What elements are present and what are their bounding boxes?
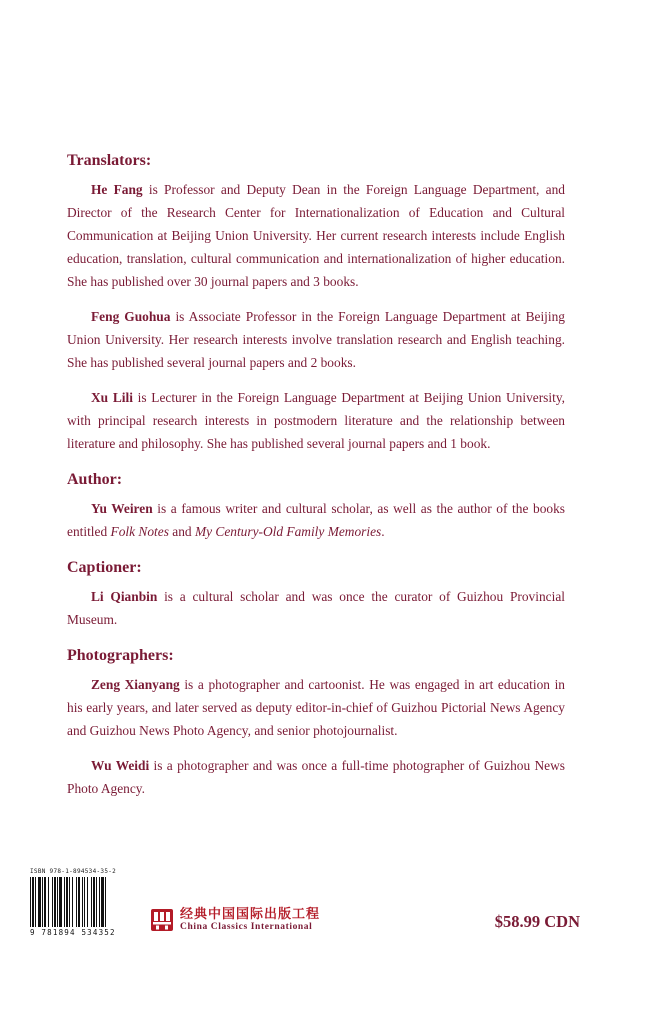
author-text: and: [168, 524, 195, 539]
captioner-section: [67, 557, 565, 631]
translators-section: [67, 150, 565, 455]
publisher-logo: [150, 907, 320, 933]
photographer-name: Zeng Xianyang: [91, 677, 180, 692]
author-bio: [67, 497, 565, 543]
author-text: is a famous writer and cultural scholar, as well as the author of the books entitled: [67, 501, 565, 539]
translator-text: is Professor and Deputy Dean in the Foreign Language Department, and Director of the Research Center for Internationalization of Education and Cultural Communication at Beijing Union University. Her current research interests include English education, translation, cultural communication and internationalization of higher education. She has published over 30 journal papers and 3 books.: [67, 182, 565, 289]
photographer-name: Wu Weidi: [91, 758, 150, 773]
captioner-text: is a cultural scholar and was once the curator of Guizhou Provincial Museum.: [67, 589, 565, 627]
author-heading: Author:: [67, 471, 123, 488]
translator-text: is Associate Professor in the Foreign Language Department at Beijing Union University. Her research interests involve translation research and English teaching. She has published several journal papers and 2 books.: [67, 309, 565, 370]
isbn-number: ISBN 978-1-894534-35-2: [30, 868, 117, 875]
translator-name: He Fang: [91, 182, 143, 197]
photographer-text: is a photographer and cartoonist. He was engaged in art education in his early years, and later served as deputy editor-in-chief of Guizhou Pictorial News Agency and Guizhou News Photo Agency, and senior photojournalist.: [67, 677, 566, 738]
translator-text: is Lecturer in the Foreign Language Department at Beijing Union University, with principal research interests in postmodern literature and the relationship between literature and philosophy. She has published several journal papers and 1 book.: [67, 390, 565, 451]
barcode-bars: [30, 877, 140, 927]
translators-heading: Translators:: [67, 152, 152, 169]
publisher-name: [180, 907, 320, 933]
translator-name: Xu Lili: [91, 390, 133, 405]
translator-bio: [67, 386, 565, 455]
captioner-name: Li Qianbin: [91, 589, 158, 604]
translator-bio: [67, 305, 565, 374]
publisher-emblem-icon: [150, 908, 174, 932]
publisher-name-en: China Classics International: [180, 922, 313, 932]
translator-bio: [67, 178, 565, 293]
photographer-text: is a photographer and was once a full-time photographer of Guizhou News Photo Agency.: [67, 758, 565, 796]
photographers-heading: Photographers:: [67, 647, 174, 664]
barcode-digits: 9 781894 534352: [30, 928, 116, 937]
book-title: Folk Notes: [110, 524, 169, 539]
price: $58.99 CDN: [494, 912, 580, 931]
publisher-name-cn: 经典中国国际出版工程: [180, 907, 321, 922]
photographer-bio: [67, 754, 565, 800]
isbn-barcode: [30, 868, 140, 938]
translator-name: Feng Guohua: [91, 309, 171, 324]
author-text: .: [381, 524, 385, 539]
credits-content: [67, 150, 565, 814]
captioner-heading: Captioner:: [67, 559, 142, 576]
author-section: [67, 469, 565, 543]
captioner-bio: [67, 585, 565, 631]
book-title: My Century-Old Family Memories: [194, 524, 382, 539]
photographers-section: [67, 645, 565, 800]
photographer-bio: [67, 673, 565, 742]
author-name: Yu Weiren: [91, 501, 153, 516]
